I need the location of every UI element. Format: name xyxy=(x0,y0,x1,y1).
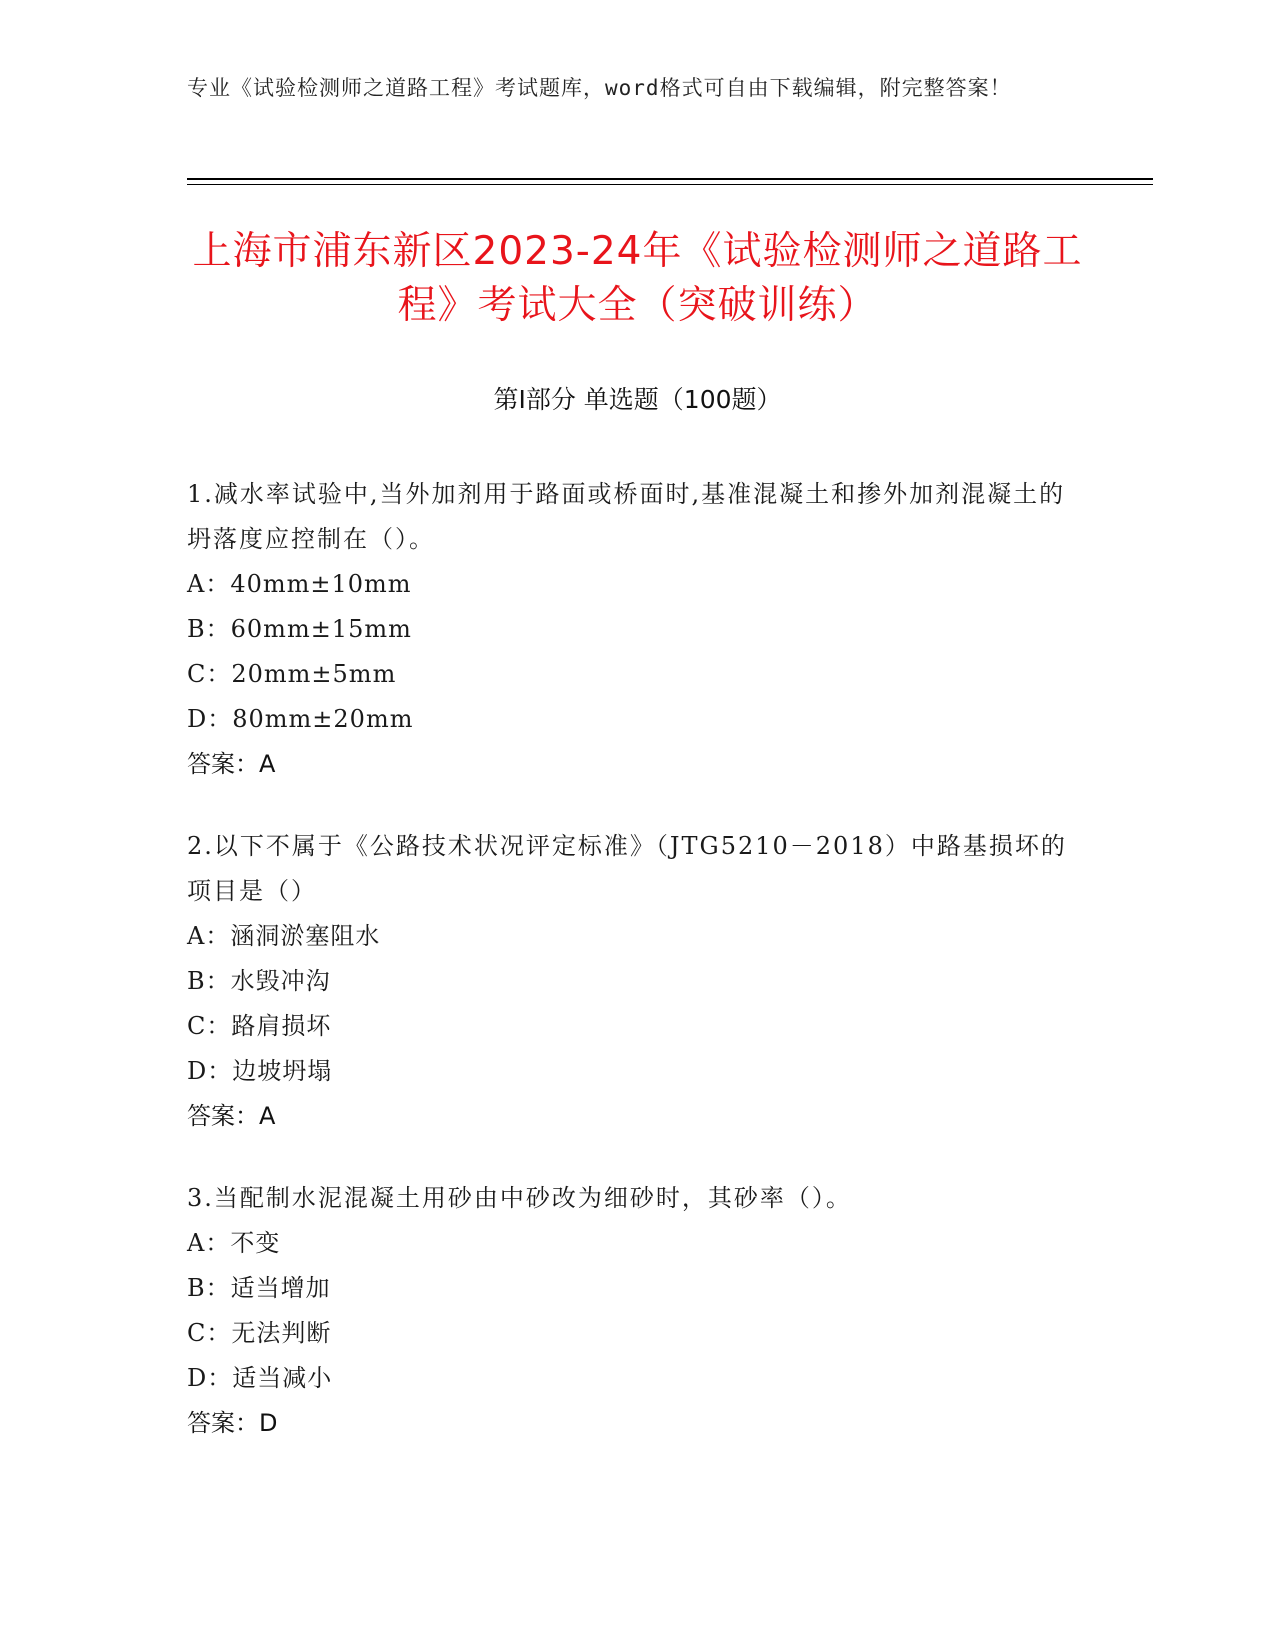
option-text: 无法判断 xyxy=(231,1319,332,1347)
option-key: A： xyxy=(187,570,231,598)
option-key: C： xyxy=(187,1319,232,1347)
answer-line xyxy=(187,742,1087,787)
option-key: C： xyxy=(187,1012,232,1040)
option-key: D： xyxy=(187,1057,233,1085)
option-text: 路肩损坏 xyxy=(231,1012,332,1040)
answer-label: 答案： xyxy=(187,750,259,778)
option-text: 60mm±15mm xyxy=(230,615,412,643)
document-title: 上海市浦东新区2023-24年《试验检测师之道路工程》考试大全（突破训练） xyxy=(192,229,1083,328)
question-3 xyxy=(187,1176,1087,1446)
header-divider-thick xyxy=(187,178,1153,180)
question-list xyxy=(187,472,1087,1483)
option-text: 20mm±5mm xyxy=(231,660,397,688)
option-key: C： xyxy=(187,660,232,688)
question-stem: 2.以下不属于《公路技术状况评定标准》（JTG5210－2018）中路基损坏的项目是（） xyxy=(187,832,1067,905)
answer-value: D xyxy=(259,1409,278,1437)
option-c xyxy=(187,1004,1087,1049)
header-note: 专业《试验检测师之道路工程》考试题库，word格式可自由下载编辑，附完整答案！ xyxy=(187,76,1012,100)
option-key: D： xyxy=(187,705,233,733)
option-c xyxy=(187,1311,1087,1356)
option-key: A： xyxy=(187,1229,231,1257)
option-text: 不变 xyxy=(230,1229,281,1257)
option-key: B： xyxy=(187,615,231,643)
option-key: A： xyxy=(187,922,231,950)
question-2 xyxy=(187,824,1087,1139)
option-key: B： xyxy=(187,1274,231,1302)
option-d xyxy=(187,1049,1087,1094)
option-b xyxy=(187,959,1087,1004)
question-stem: 3.当配制水泥混凝土用砂由中砂改为细砂时，其砂率（）。 xyxy=(187,1184,852,1212)
option-d xyxy=(187,697,1087,742)
option-text: 适当增加 xyxy=(230,1274,331,1302)
question-stem: 1.减水率试验中,当外加剂用于路面或桥面时,基准混凝土和掺外加剂混凝土的坍落度应控制在（）。 xyxy=(187,480,1066,553)
option-text: 边坡坍塌 xyxy=(232,1057,333,1085)
option-text: 80mm±20mm xyxy=(232,705,414,733)
option-a xyxy=(187,914,1087,959)
option-text: 水毁冲沟 xyxy=(230,967,331,995)
question-1 xyxy=(187,472,1087,787)
header-divider-thin xyxy=(187,184,1153,185)
answer-value: A xyxy=(259,750,276,778)
answer-value: A xyxy=(259,1102,276,1130)
answer-label: 答案： xyxy=(187,1102,259,1130)
option-text: 涵洞淤塞阻水 xyxy=(230,922,381,950)
option-c xyxy=(187,652,1087,697)
option-key: B： xyxy=(187,967,231,995)
answer-line xyxy=(187,1401,1087,1446)
answer-line xyxy=(187,1094,1087,1139)
option-a xyxy=(187,1221,1087,1266)
option-text: 适当减小 xyxy=(232,1364,333,1392)
option-text: 40mm±10mm xyxy=(230,570,412,598)
answer-label: 答案： xyxy=(187,1409,259,1437)
option-a xyxy=(187,562,1087,607)
option-key: D： xyxy=(187,1364,233,1392)
section-title: 第Ⅰ部分 单选题（100题） xyxy=(493,385,782,414)
option-d xyxy=(187,1356,1087,1401)
option-b xyxy=(187,607,1087,652)
option-b xyxy=(187,1266,1087,1311)
